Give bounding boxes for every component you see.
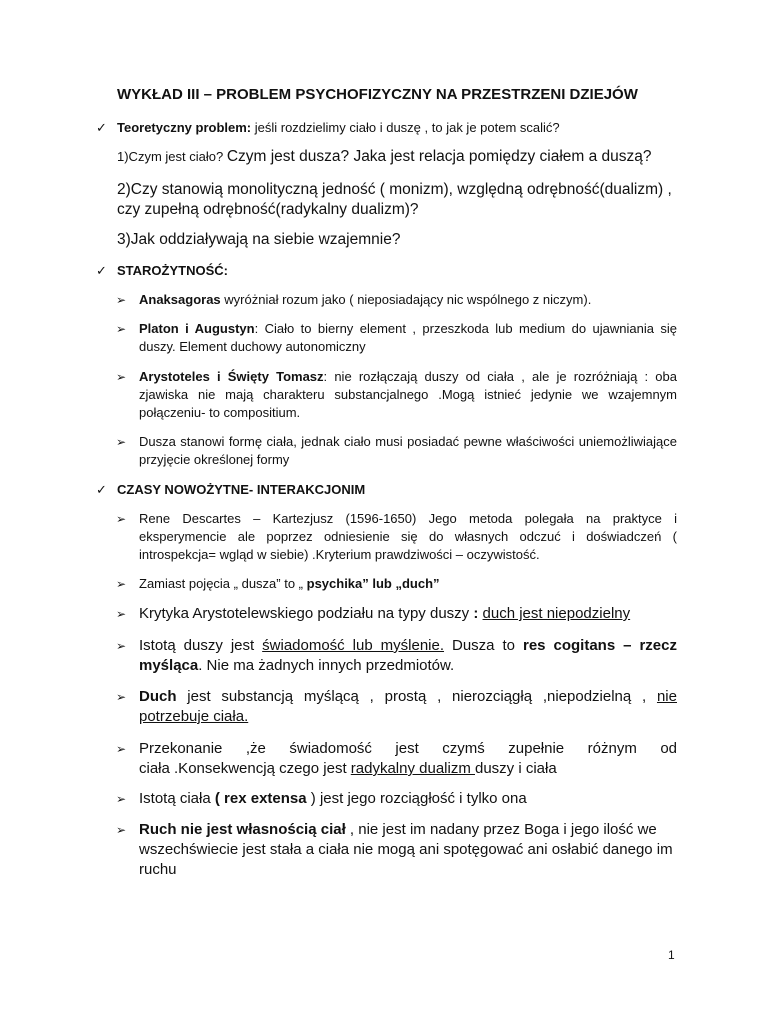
item-text: Istotą ciała [139,790,215,807]
item-text: jest substancją myślącą , prostą , nierozciągłą ,niepodzielną , [176,688,657,705]
item-text: duszy i ciała [475,760,557,777]
arrow-bullet-icon: ➢ [116,607,127,621]
list-item [139,368,677,422]
item-term: res cogitans – rzecz myśląca [139,637,677,674]
item-text: Istotą duszy jest [139,637,263,654]
item-term: Anaksagoras [139,292,221,307]
item-text: : nie rozłączają duszy od ciała , ale je rozróżniają : oba zjawiska nie mają charakteru substancjalnego .Mogą istnieć jedynie we wzajemnym połączeniu- to compositium. [139,369,677,420]
list-item [139,510,677,564]
list-item [139,789,677,809]
problem-text: jeśli rozdzielimy ciało i duszę , to jak je potem scalić? [251,120,560,135]
list-item [139,291,677,309]
section-heading-antiquity-text: STAROŻYTNOŚĆ: [117,263,228,278]
arrow-bullet-icon: ➢ [116,435,127,449]
problem-statement [117,119,677,137]
item-text: Dusza stanowi formę ciała, jednak ciało musi posiadać pewne właściwości uniemożliwiające przyjęcie określonej formy [139,434,677,467]
item-text: Rene Descartes – Kartezjusz (1596-1650) Jego metoda polegała na praktyce i eksperymencie ale poprzez odniesienie się do własnych odczuć i doświadczeń ( introspekcja= wgląd w siebie) .Kryterium prawdziwości – oczywistość. [139,511,677,562]
checkmark-icon: ✓ [96,482,107,497]
item-text: ) jest jego rozciągłość i tylko ona [306,790,527,807]
item-term: psychika” lub „duch” [306,576,440,591]
arrow-bullet-icon: ➢ [116,577,127,591]
arrow-bullet-icon: ➢ [116,370,127,384]
item-text: . Nie ma żadnych innych przedmiotów. [198,657,455,674]
item-text: : Ciało to bierny element , przeszkoda lub medium do ujawniania się duszy. Element duchowy autonomiczny [139,321,677,354]
list-item [139,820,677,880]
item-term: Arystoteles i Święty Tomasz [139,369,324,384]
question-1-small: 1)Czym jest ciało? [117,149,227,164]
item-text: wyróżniał rozum jako ( nieposiadający nic wspólnego z niczym). [220,292,592,307]
item-term: ( rex extensa [214,790,307,807]
item-text: Dusza to [444,637,523,654]
item-term: Duch [139,688,177,705]
arrow-bullet-icon: ➢ [116,293,127,307]
arrow-bullet-icon: ➢ [116,823,127,837]
checkmark-icon: ✓ [96,263,107,278]
arrow-bullet-icon: ➢ [116,512,127,526]
list-item [139,604,677,624]
list-item [139,575,677,593]
item-text: ciała .Konsekwencją czego jest [139,760,351,777]
item-underlined: świadomość lub myślenie. [262,637,445,654]
arrow-bullet-icon: ➢ [116,690,127,704]
question-1 [117,147,677,167]
item-underlined: radykalny dualizm [350,760,475,777]
item-colon: : [473,605,479,622]
question-2: 2)Czy stanowią monolityczną jedność ( monizm), względną odrębność(dualizm) , czy zupełną odrębność(radykalny dualizm)? [117,181,672,218]
arrow-bullet-icon: ➢ [116,639,127,653]
section-heading-modern [117,481,365,499]
item-term: Platon i Augustyn [139,321,255,336]
question-3: 3)Jak oddziaływają na siebie wzajemnie? [117,231,401,248]
item-text-line: Przekonanie ,że świadomość jest czymś zupełnie różnym od [139,740,677,757]
item-term: Ruch nie jest własnością ciał [139,821,346,838]
checkmark-icon: ✓ [96,120,107,135]
page-number: 1 [668,948,675,962]
arrow-bullet-icon: ➢ [116,742,127,756]
arrow-bullet-icon: ➢ [116,322,127,336]
list-item [139,320,677,356]
section-heading-modern-text: CZASY NOWOŻYTNE- INTERAKCJONIM [117,482,366,497]
document-title: WYKŁAD III – PROBLEM PSYCHOFIZYCZNY NA PRZESTRZENI DZIEJÓW [117,86,638,103]
problem-label: Teoretyczny problem: [117,120,252,135]
list-item [139,739,677,779]
arrow-bullet-icon: ➢ [116,792,127,806]
list-item [139,687,677,727]
item-text: Zamiast pojęcia „ dusza” to „ [139,576,307,591]
question-1-large: Czym jest dusza? Jaka jest relacja pomiędzy ciałem a duszą? [226,148,652,165]
item-underlined: nie potrzebuje ciała. [139,688,677,725]
item-text: , nie jest im nadany przez Boga i jego ilość we wszechświecie jest stała a ciała nie mogą ani spotęgować ani osłabić danego im ruchu [139,821,673,878]
section-heading-antiquity [117,262,228,280]
item-text: Krytyka Arystotelewskiego podziału na typy duszy [139,605,474,622]
item-underlined: duch jest niepodzielny [482,605,631,622]
list-item [139,433,677,469]
list-item [139,636,677,676]
